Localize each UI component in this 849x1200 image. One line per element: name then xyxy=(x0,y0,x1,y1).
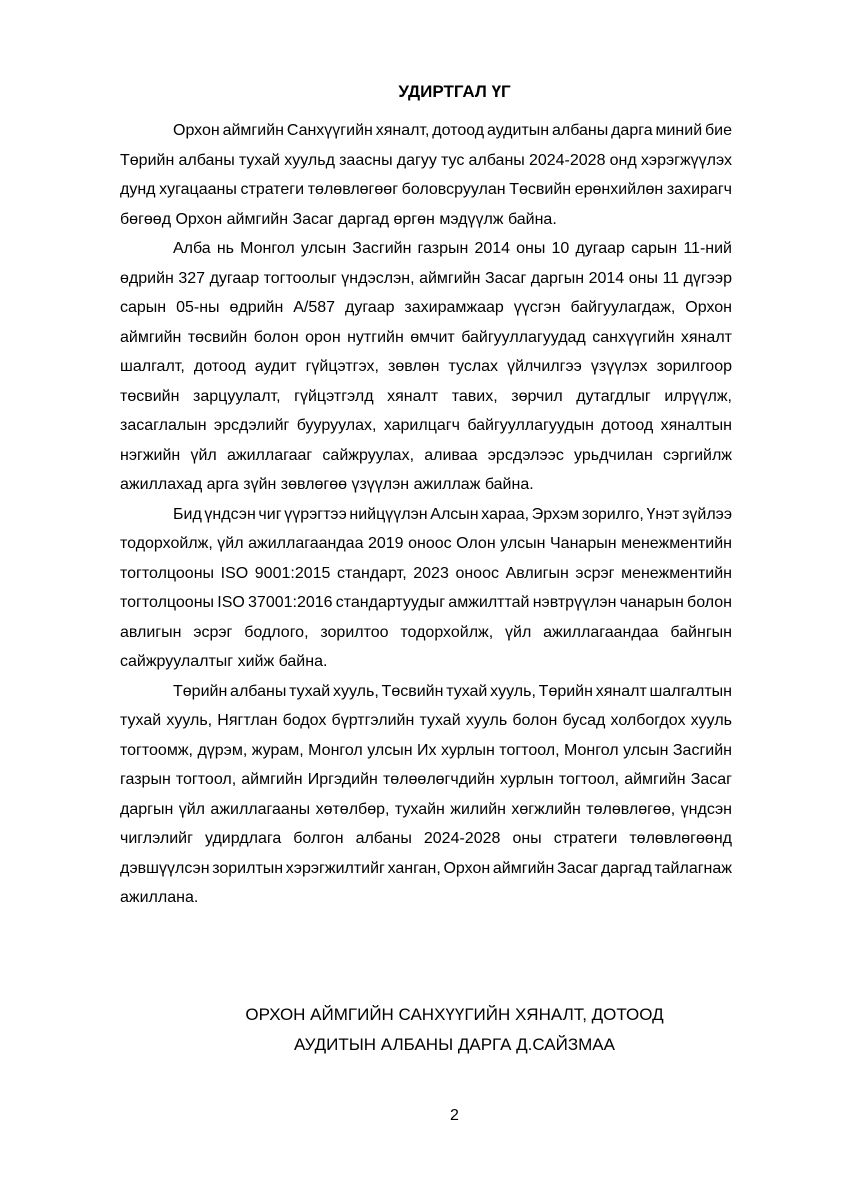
text-line-content: авлигын эсрэг бодлого, зорилтоо тодорхойлж, үйл ажиллагаандаа байнгын xyxy=(120,623,732,641)
page-number: 2 xyxy=(450,1107,459,1124)
text-line xyxy=(120,411,732,441)
text-line xyxy=(120,116,732,146)
text-line-content: газрын тогтоол, аймгийн Иргэдийн төлөөлөгчдийн хурлын тогтоол, аймгийн Засаг xyxy=(120,771,732,788)
text-line xyxy=(120,795,732,825)
document-body xyxy=(120,116,732,913)
text-line-content: Бид үндсэн чиг үүрэгтээ нийцүүлэн Алсын хараа, Эрхэм зорилго, Үнэт зүйлээ xyxy=(173,505,733,523)
text-line xyxy=(120,323,732,353)
text-line xyxy=(120,824,732,854)
text-line xyxy=(120,441,732,471)
text-line xyxy=(120,293,732,323)
text-line-content: Алба нь Монгол улсын Засгийн газрын 2014 оны 10 дугаар сарын 11-ний xyxy=(173,240,732,257)
text-line xyxy=(120,765,732,795)
text-line-content: дэвшүүлсэн зорилтын хэрэгжилтийг ханган, Орхон аймгийн Засаг даргад тайлагнаж xyxy=(120,859,732,877)
text-line xyxy=(120,677,732,707)
text-line-content: аймгийн төсвийн болон орон нутгийн өмчит байгууллагуудад санхүүгийн хяналт xyxy=(120,328,732,346)
text-line xyxy=(120,736,732,766)
text-line-content: өдрийн 327 дугаар тогтоолыг үндэслэн, аймгийн Засаг даргын 2014 оны 11 дүгээр xyxy=(120,269,732,287)
text-line xyxy=(120,470,732,500)
text-line-content: тогтоомж, дүрэм, журам, Монгол улсын Их хурлын тогтоол, Монгол улсын Засгийн xyxy=(120,741,732,759)
text-line xyxy=(120,647,732,677)
paragraph-3 xyxy=(120,500,732,677)
text-line xyxy=(120,618,732,648)
text-line xyxy=(120,382,732,412)
text-line-content: засаглалын эрсдэлийг бууруулах, харилцагч байгууллагуудын дотоод хяналтын xyxy=(120,417,732,434)
text-line-content: тухай хууль, Нягтлан бодох бүртгэлийн тухай хууль болон бусад холбогдох хууль xyxy=(120,712,732,729)
text-line-content: сарын 05-ны өдрийн А/587 дугаар захирамжаар үүсгэн байгуулагдаж, Орхон xyxy=(120,299,732,316)
text-line-content: тогтолцооны ISO 37001:2016 стандартуудыг амжилттай нэвтрүүлэн чанарын болон xyxy=(120,594,732,611)
text-line xyxy=(120,854,732,884)
paragraph-4 xyxy=(120,677,732,913)
text-line-content: сайжруулалтыг хийж байна. xyxy=(120,653,328,670)
text-line-content: нэгжийн үйл ажиллагааг сайжруулах, аливаа эрсдэлээс урьдчилан сэргийлж xyxy=(120,446,732,464)
text-line-content: шалгалт, дотоод аудит гүйцэтгэх, зөвлөн туслах үйлчилгээ үзүүлэх зорилгоор xyxy=(120,358,732,375)
signature-line-organization: ОРХОН АЙМГИЙН САНХҮҮГИЙН ХЯНАЛТ, ДОТООД xyxy=(245,1005,664,1024)
text-line-content: ажиллана. xyxy=(120,889,199,906)
text-line xyxy=(120,559,732,589)
text-line-content: тодорхойлж, үйл ажиллагаандаа 2019 оноос Олон улсын Чанарын менежментийн xyxy=(120,535,732,552)
text-line-content: ажиллахад арга зүйн зөвлөгөө үзүүлэн ажиллаж байна. xyxy=(120,476,534,493)
text-line-content: тогтолцооны ISO 9001:2015 стандарт, 2023 оноос Авлигын эсрэг менежментийн xyxy=(120,564,732,582)
text-line xyxy=(120,234,732,264)
paragraph-1 xyxy=(120,116,732,234)
text-line-content: даргын үйл ажиллагааны хөтөлбөр, тухайн жилийн хөгжлийн төлөвлөгөө, үндсэн xyxy=(120,800,732,818)
text-line xyxy=(120,500,732,530)
text-line xyxy=(120,352,732,382)
text-line xyxy=(120,175,732,205)
signature-line-name: АУДИТЫН АЛБАНЫ ДАРГА Д.САЙЗМАА xyxy=(294,1035,615,1054)
text-line-content: Төрийн албаны тухай хуульд заасны дагуу тус албаны 2024-2028 онд хэрэгжүүлэх xyxy=(120,151,732,169)
page-title: УДИРТГАЛ ҮГ xyxy=(398,82,511,101)
text-line xyxy=(120,146,732,176)
text-line-content: дунд хугацааны стратеги төлөвлөгөөг боловсруулан Төсвийн ерөнхийлөн захирагч xyxy=(120,181,732,198)
text-line xyxy=(120,883,732,913)
text-line-content: чиглэлийг удирдлага болгон албаны 2024-2028 оны стратеги төлөвлөгөөнд xyxy=(120,830,732,847)
text-line xyxy=(120,264,732,294)
text-line xyxy=(120,706,732,736)
text-line xyxy=(120,529,732,559)
text-line xyxy=(120,205,732,235)
text-line xyxy=(120,588,732,618)
text-line-content: төсвийн зарцуулалт, гүйцэтгэлд хяналт тавих, зөрчил дутагдлыг илрүүлж, xyxy=(120,387,732,405)
signature-block xyxy=(120,1000,789,1060)
text-line-content: Орхон аймгийн Санхүүгийн хяналт, дотоод аудитын албаны дарга миний бие xyxy=(173,122,732,139)
text-line-content: бөгөөд Орхон аймгийн Засаг даргад өргөн мэдүүлж байна. xyxy=(120,210,557,228)
paragraph-2 xyxy=(120,234,732,500)
text-line-content: Төрийн албаны тухай хууль, Төсвийн тухай хууль, Төрийн хяналт шалгалтын xyxy=(173,682,733,700)
